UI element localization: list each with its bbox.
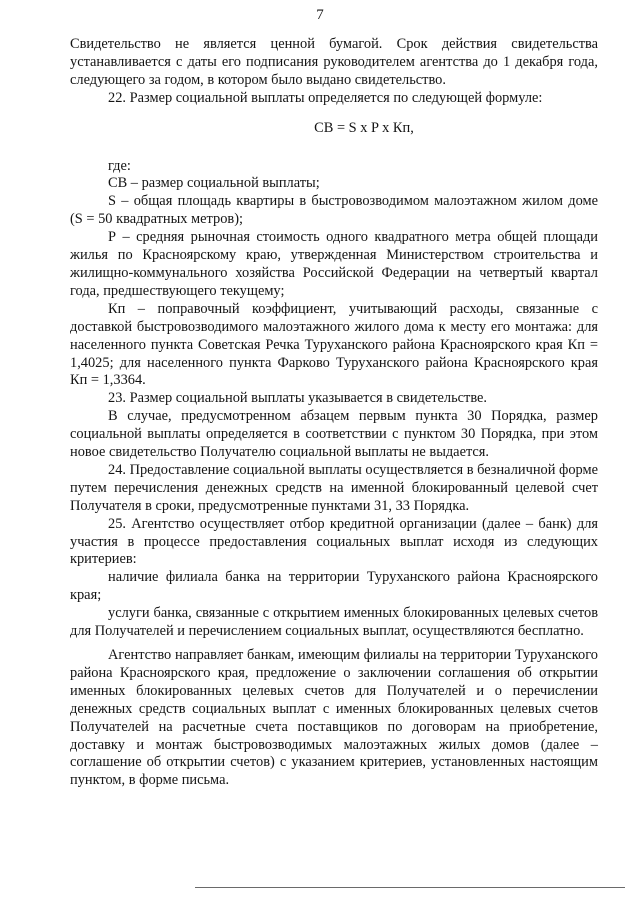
formula: СВ = S x P x Кп, [314,119,414,136]
paragraph: 23. Размер социальной выплаты указывается в свидетельстве. [108,390,488,407]
paragraph: наличие филиала банка на территории Туруханского района Красноярского края; [70,569,598,604]
paragraph: СВ – размер социальной выплаты; [108,175,320,192]
paragraph: В случае, предусмотренном абзацем первым пункта 30 Порядка, размер социальной выплаты определяется в соответствии с пунктом 30 Порядка, при этом новое свидетельство Получателю социальной выплаты не выдается. [70,408,598,461]
paragraph: Агентство направляет банкам, имеющим филиалы на территории Туруханского района Красноярского края, предложение о заключении соглашения об открытии именных блокированных целевых счетов для Получателей и о перечислении денежных средств социальных выплат с именных блокированных целевых счетов Получателей на расчетные счета поставщиков по договорам на приобретение, доставку и монтаж быстровозводимых малоэтажных жилых домов (далее – соглашение об открытии счетов) с указанием критериев, установленных настоящим пунктом, в форме письма. [70,647,598,789]
paragraph: Свидетельство не является ценной бумагой. Срок действия свидетельства устанавливается с даты его подписания руководителем агентства до 1 декабря года, следующего за годом, в котором было выдано свидетельство. [70,36,598,88]
paragraph: услуги банка, связанные с открытием именных блокированных целевых счетов для Получателей и перечислением социальных выплат, осуществляются бесплатно. [70,605,598,640]
document-body [70,36,598,790]
page-number: 7 [316,7,324,23]
paragraph: 22. Размер социальной выплаты определяется по следующей формуле: [108,89,543,106]
paragraph: Кп – поправочный коэффициент, учитывающий расходы, связанные с доставкой быстровозводимого малоэтажного жилого дома к месту его монтажа: для населенного пункта Советская Речка Туруханского района Красноярского края Кп = 1,4025; для населенного пункта Фарково Туруханского района Красноярского края Кп = 1,3364. [70,300,598,389]
paragraph: 24. Предоставление социальной выплаты осуществляется в безналичной форме путем перечисления денежных средств на именной блокированный целевой счет Получателя в сроки, предусмотренные пунктами 31, 33 Порядка. [70,461,599,514]
paragraph: Р – средняя рыночная стоимость одного квадратного метра общей площади жилья по Красноярскому краю, утвержденная Министерством строительства и жилищно-коммунального хозяйства Российской Федерации на четвертый квартал года, предшествующего текущему; [70,229,598,299]
paragraph: где: [108,157,131,174]
paragraph: 25. Агентство осуществляет отбор кредитной организации (далее – банк) для участия в процессе предоставления социальных выплат исходя из следующих критериев: [70,515,598,568]
footer-divider [195,887,625,888]
paragraph: S – общая площадь квартиры в быстровозводимом малоэтажном жилом доме (S = 50 квадратных метров); [70,193,598,228]
